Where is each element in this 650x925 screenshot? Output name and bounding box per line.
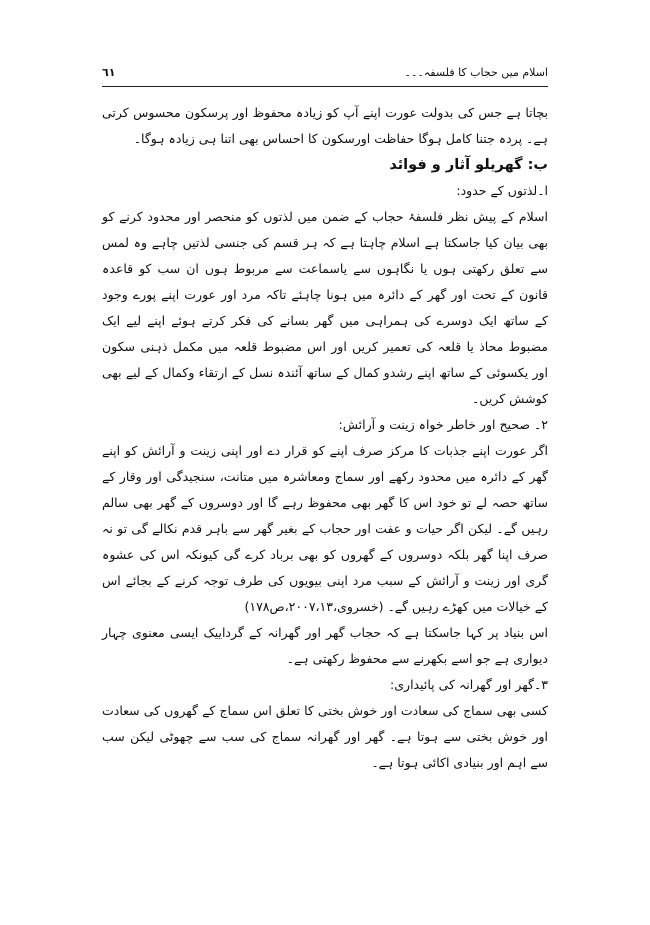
- subheading-family-stability: ٣۔گھر اور گھرانہ کی پائیداری:: [390, 677, 548, 692]
- paragraph-adornment: اگر عورت اپنے جذبات کا مرکز صرف اپنے کو قرار دے اور اپنی زینت و آرائش کو اپنے گھر کے دائرہ میں محدود رکھے اور سماج ومعاشرہ میں متانت، سنجیدگی اور وقار کے ساتھ حصہ لے تو خود اس کا گھر بھی محفوظ رہے گا اور دوسروں کے گھر بھی سالم رہیں گے۔ لیکن اگر حیات و عفت اور حجاب کے بغیر گھر سے باہر قدم نکالے گی تو نہ صرف اپنا گھر بلکہ دوسروں کے گھروں کو بھی برباد کرے گی کیونکہ اس کی عشوہ گری اور زینت و آرائش کے سبب مرد اپنی بیویوں کی طرف توجہ کرنے کے بجائے اس کے خیالات میں کھڑے رہیں گے۔ (خسروی،٢٠٠٧،١٣،ص١٧٨): [102, 443, 548, 614]
- subheading-limits-of-pleasures: ا۔لذتوں کے حدود:: [456, 183, 548, 198]
- paragraph-limits: اسلام کے پیش نظر فلسفۂ حجاب کے ضمن میں لذتوں کو منحصر اور محدود کرنے کو بھی بیان کیا جاسکتا ہے اسلام چاہتا ہے کہ ہر قسم کی جنسی لذتیں چاہے وہ لمس سے تعلق رکھتی ہوں یا نگاہوں سے یاسماعت سے مربوط ہوں ان سب کو قاعدہ قانون کے تحت اور گھر کے دائرہ میں ہونا چاہئے تاکہ مرد اور عورت اپنے پورے وجود کے ساتھ ایک دوسرے کی ہمراہی میں گھر بسانے کی فکر کرتے ہوئے اپنے لیے ایک مضبوط محاذ یا قلعہ کی تعمیر کریں اور اس مضبوط قلعہ میں مکمل ذہنی سکون اور یکسوئی کے ساتھ اپنے رشدو کمال کے ساتھ آئندہ نسل کے ارتقاء وکمال کے لیے بھی کوشش کریں۔: [102, 209, 548, 406]
- body-text: [102, 100, 548, 776]
- running-header: [102, 64, 548, 82]
- paragraph-family: کسی بھی سماج کی سعادت اور خوش بختی کا تعلق اس سماج کے گھروں کی سعادت اور خوش بختی سے ہوتا ہے۔ گھر اور گھرانہ سماج کی سب سے چھوٹی لیکن سب سے اہم اور بنیادی اکائی ہوتا ہے۔: [102, 703, 548, 770]
- header-title: اسلام میں حجاب کا فلسفہ۔۔۔: [404, 66, 548, 79]
- section-heading: ب: گھریلو آثار و فوائد: [389, 157, 548, 173]
- header-divider: [102, 86, 548, 87]
- subheading-adornment: ٢۔ صحیح اور خاطر خواہ زینت و آرائش:: [338, 417, 548, 432]
- paragraph-conclusion: اس بنیاد پر کہا جاسکتا ہے کہ حجاب گھر اور گھرانہ کے گرداییک ایسی معنوی چہار دیواری ہے جو اسے بکھرنے سے محفوظ رکھتی ہے۔: [102, 625, 548, 666]
- paragraph-intro: بچاتا ہے جس کی بدولت عورت اپنے آپ کو زیادہ محفوظ اور پرسکون محسوس کرتی ہے۔ پردہ جتنا کامل ہوگا حفاظت اورسکون کا احساس بھی اتنا ہی زیادہ ہوگا۔: [102, 105, 548, 146]
- page-number: ٦١: [102, 66, 116, 79]
